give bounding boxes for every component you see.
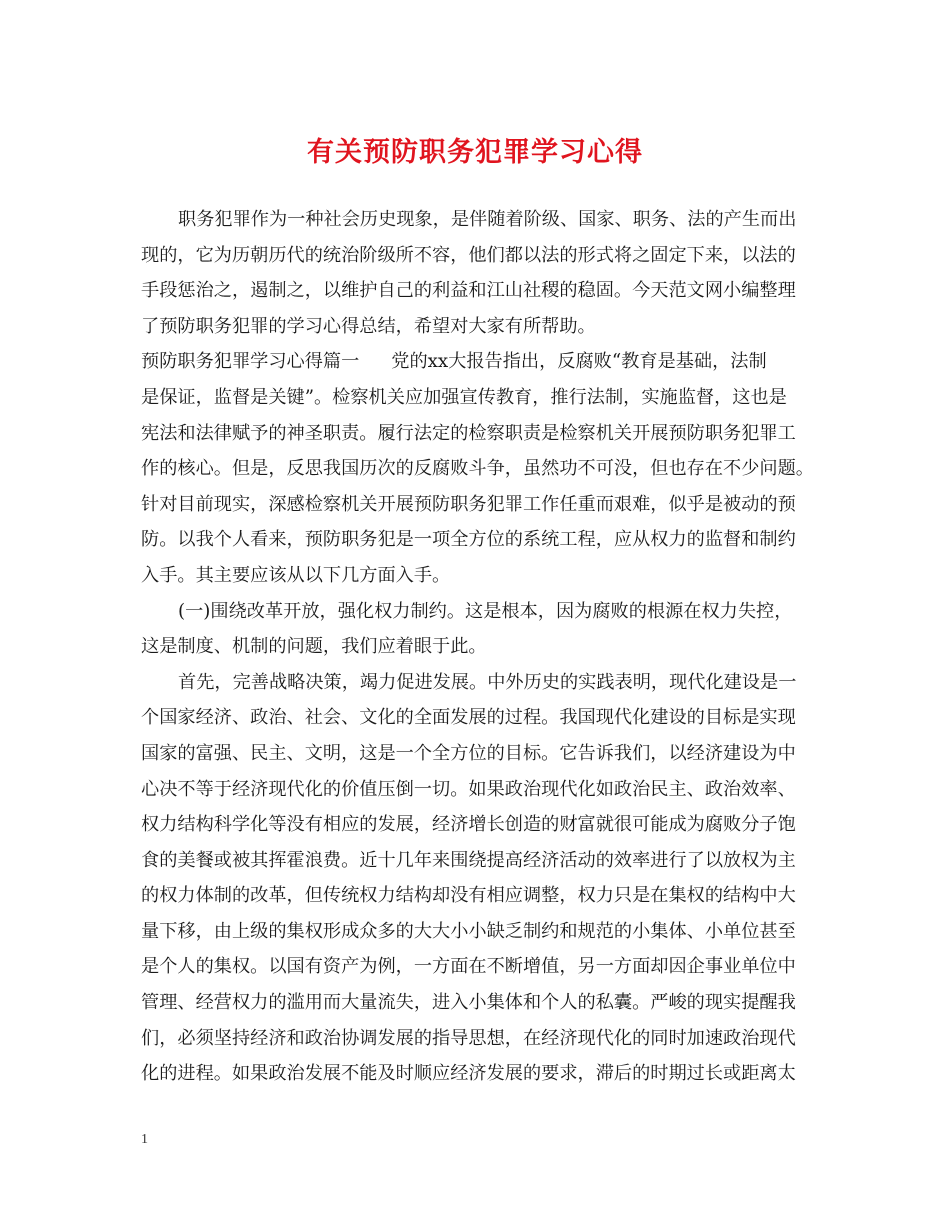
line-text: 针对目前现实，深感检察机关开展预防职务犯罪工作任重而艰难，似乎是被动的预 (141, 493, 796, 515)
text-line (141, 629, 813, 665)
text-line (141, 878, 813, 914)
line-text: 这是制度、机制的问题，我们应着眼于此。 (141, 636, 487, 658)
line-text: 们，必须坚持经济和政治协调发展的指导思想，在经济现代化的同时加速政治现代 (141, 1027, 796, 1049)
text-line (141, 1056, 813, 1092)
document-body (141, 202, 813, 1092)
document-title: 有关预防职务犯罪学习心得 (307, 137, 643, 168)
line-text: 食的美餐或被其挥霍浪费。近十几年来围绕提高经济活动的效率进行了以放权为主 (141, 849, 796, 871)
text-line (141, 843, 813, 879)
line-text-tail: 党的xx大报告指出，反腐败“教育是基础，法制 (391, 351, 767, 373)
text-line (141, 736, 813, 772)
text-line (141, 914, 813, 950)
line-text: 作的核心。但是，反思我国历次的反腐败斗争，虽然功不可没，但也存在不少问题。 (141, 458, 814, 480)
text-line (141, 487, 813, 523)
text-line (141, 772, 813, 808)
line-text: 了预防职务犯罪的学习心得总结，希望对大家有所帮助。 (141, 315, 596, 337)
line-text: (一)围绕改革开放，强化权力制约。这是根本，因为腐败的根源在权力失控， (178, 600, 793, 622)
text-line (141, 451, 813, 487)
line-text: 宪法和法律赋予的神圣职责。履行法定的检察职责是检察机关开展预防职务犯罪工 (141, 422, 796, 444)
line-text: 入手。其主要应该从以下几方面入手。 (141, 564, 451, 586)
text-line (141, 238, 813, 274)
line-text: 首先，完善战略决策，竭力促进发展。中外历史的实践表明，现代化建设是一 (178, 671, 797, 693)
text-line (141, 344, 813, 380)
line-text: 防。以我个人看来，预防职务犯是一项全方位的系统工程，应从权力的监督和制约 (141, 529, 796, 551)
line-text: 是保证，监督是关键”。检察机关应加强宣传教育，推行法制，实施监督，这也是 (141, 386, 787, 408)
text-line (141, 949, 813, 985)
page-number: 1 (141, 1132, 148, 1147)
line-text: 权力结构科学化等没有相应的发展，经济增长创造的财富就很可能成为腐败分子饱 (141, 814, 796, 836)
line-text: 量下移，由上级的集权形成众多的大大小小缺乏制约和规范的小集体、小单位甚至 (141, 920, 796, 942)
text-line (141, 202, 813, 238)
text-line (141, 1021, 813, 1057)
line-text: 的权力体制的改革，但传统权力结构却没有相应调整，权力只是在集权的结构中大 (141, 885, 796, 907)
line-text: 心决不等于经济现代化的价值压倒一切。如果政治现代化如政治民主、政治效率、 (141, 778, 796, 800)
text-line (141, 416, 813, 452)
line-text: 管理、经营权力的滥用而大量流失，进入小集体和个人的私囊。严峻的现实提醒我 (141, 992, 796, 1014)
text-line (141, 558, 813, 594)
line-text: 预防职务犯罪学习心得篇一 (141, 351, 360, 373)
text-line (141, 665, 813, 701)
text-line (141, 309, 813, 345)
line-text: 手段惩治之，遏制之，以维护自己的利益和江山社稷的稳固。今天范文网小编整理 (141, 280, 796, 302)
text-line (141, 380, 813, 416)
line-text: 是个人的集权。以国有资产为例，一方面在不断增值，另一方面却因企事业单位中 (141, 956, 796, 978)
text-line (141, 700, 813, 736)
text-line (141, 594, 813, 630)
line-text: 国家的富强、民主、文明，这是一个全方位的目标。它告诉我们，以经济建设为中 (141, 742, 796, 764)
text-line (141, 273, 813, 309)
text-line (141, 522, 813, 558)
line-text: 职务犯罪作为一种社会历史现象，是伴随着阶级、国家、职务、法的产生而出 (178, 209, 797, 230)
line-text: 现的，它为历朝历代的统治阶级所不容，他们都以法的形式将之固定下来，以法的 (141, 244, 796, 266)
line-text: 化的进程。如果政治发展不能及时顺应经济发展的要求，滞后的时期过长或距离太 (141, 1063, 796, 1085)
text-line (141, 807, 813, 843)
line-text: 个国家经济、政治、社会、文化的全面发展的过程。我国现代化建设的目标是实现 (141, 707, 796, 729)
text-line (141, 985, 813, 1021)
